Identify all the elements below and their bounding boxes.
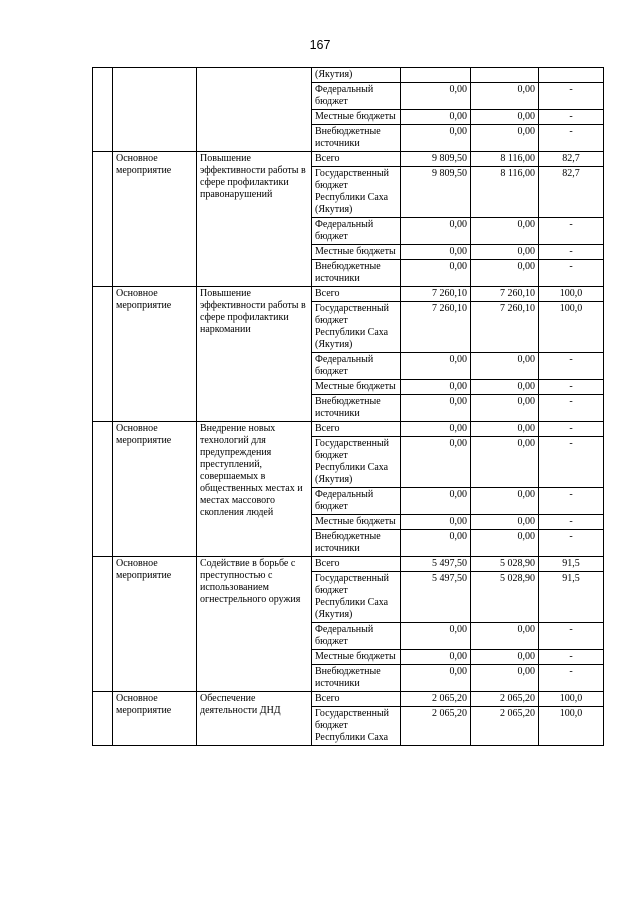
funding-source-cell: Всего [312,287,401,302]
actual-amount-cell: 0,00 [471,650,539,665]
funding-source-cell: Внебюджетные источники [312,530,401,557]
actual-amount-cell: 2 065,20 [471,707,539,746]
actual-amount-cell: 0,00 [471,422,539,437]
planned-amount-cell: 9 809,50 [401,152,471,167]
actual-amount-cell: 0,00 [471,488,539,515]
execution-percent-cell [539,68,604,83]
execution-percent-cell: 82,7 [539,167,604,218]
page-number: 167 [309,38,331,52]
execution-percent-cell: - [539,125,604,152]
actual-amount-cell: 0,00 [471,353,539,380]
funding-source-cell: Государственный бюджет Республики Саха (Якутия) [312,572,401,623]
measure-type-cell: Основное мероприятие [113,422,197,557]
number-cell [93,152,113,287]
execution-percent-cell: - [539,515,604,530]
actual-amount-cell: 0,00 [471,395,539,422]
execution-percent-cell: - [539,110,604,125]
measure-type-cell: Основное мероприятие [113,692,197,746]
actual-amount-cell: 0,00 [471,125,539,152]
measure-name-cell [197,68,312,152]
planned-amount-cell: 0,00 [401,623,471,650]
actual-amount-cell: 8 116,00 [471,167,539,218]
actual-amount-cell: 0,00 [471,260,539,287]
funding-source-cell: Федеральный бюджет [312,623,401,650]
execution-percent-cell: - [539,380,604,395]
execution-percent-cell: 100,0 [539,692,604,707]
funding-source-cell: Внебюджетные источники [312,395,401,422]
actual-amount-cell: 0,00 [471,110,539,125]
execution-percent-cell: 100,0 [539,707,604,746]
funding-source-cell: Государственный бюджет Республики Саха (Якутия) [312,302,401,353]
execution-percent-cell: 91,5 [539,572,604,623]
actual-amount-cell: 0,00 [471,665,539,692]
planned-amount-cell: 0,00 [401,83,471,110]
funding-source-cell: Всего [312,152,401,167]
funding-source-cell: Всего [312,692,401,707]
execution-percent-cell: 100,0 [539,287,604,302]
table-row [93,68,604,83]
funding-source-cell: (Якутия) [312,68,401,83]
measure-type-cell: Основное мероприятие [113,287,197,422]
measure-type-cell [113,68,197,152]
funding-source-cell: Местные бюджеты [312,110,401,125]
table-row [93,557,604,572]
measure-name-cell: Содействие в борьбе с преступностью с использованием огнестрельного оружия [197,557,312,692]
planned-amount-cell: 0,00 [401,395,471,422]
measure-name-cell: Повышение эффективности работы в сфере профилактики наркомании [197,287,312,422]
actual-amount-cell: 0,00 [471,623,539,650]
planned-amount-cell: 0,00 [401,110,471,125]
planned-amount-cell: 2 065,20 [401,692,471,707]
planned-amount-cell: 0,00 [401,218,471,245]
budget-table-body [93,68,604,746]
planned-amount-cell: 0,00 [401,260,471,287]
funding-source-cell: Местные бюджеты [312,515,401,530]
execution-percent-cell: - [539,245,604,260]
funding-source-cell: Государственный бюджет Республики Саха [312,707,401,746]
table-row [93,152,604,167]
funding-source-cell: Государственный бюджет Республики Саха (Якутия) [312,167,401,218]
measure-type-cell: Основное мероприятие [113,557,197,692]
execution-percent-cell: - [539,395,604,422]
number-cell [93,557,113,692]
number-cell [93,68,113,152]
budget-table [92,67,604,746]
funding-source-cell: Федеральный бюджет [312,353,401,380]
number-cell [93,422,113,557]
actual-amount-cell: 7 260,10 [471,302,539,353]
funding-source-cell: Внебюджетные источники [312,125,401,152]
table-row [93,287,604,302]
planned-amount-cell [401,68,471,83]
execution-percent-cell: - [539,623,604,650]
actual-amount-cell: 0,00 [471,245,539,260]
funding-source-cell: Внебюджетные источники [312,665,401,692]
execution-percent-cell: 82,7 [539,152,604,167]
table-row [93,422,604,437]
planned-amount-cell: 0,00 [401,380,471,395]
planned-amount-cell: 0,00 [401,530,471,557]
funding-source-cell: Местные бюджеты [312,380,401,395]
planned-amount-cell: 0,00 [401,650,471,665]
planned-amount-cell: 0,00 [401,488,471,515]
funding-source-cell: Местные бюджеты [312,245,401,260]
planned-amount-cell: 0,00 [401,125,471,152]
measure-type-cell: Основное мероприятие [113,152,197,287]
funding-source-cell: Местные бюджеты [312,650,401,665]
measure-name-cell: Внедрение новых технологий для предупреждения преступлений, совершаемых в общественных местах и местах массового скопления людей [197,422,312,557]
actual-amount-cell: 2 065,20 [471,692,539,707]
actual-amount-cell: 0,00 [471,380,539,395]
execution-percent-cell: - [539,422,604,437]
planned-amount-cell: 0,00 [401,353,471,380]
execution-percent-cell: - [539,488,604,515]
planned-amount-cell: 7 260,10 [401,287,471,302]
execution-percent-cell: - [539,83,604,110]
actual-amount-cell: 0,00 [471,83,539,110]
actual-amount-cell: 0,00 [471,530,539,557]
funding-source-cell: Всего [312,557,401,572]
table-row [93,692,604,707]
funding-source-cell: Внебюджетные источники [312,260,401,287]
execution-percent-cell: 100,0 [539,302,604,353]
execution-percent-cell: - [539,218,604,245]
execution-percent-cell: - [539,650,604,665]
funding-source-cell: Государственный бюджет Республики Саха (Якутия) [312,437,401,488]
planned-amount-cell: 5 497,50 [401,557,471,572]
actual-amount-cell: 5 028,90 [471,557,539,572]
funding-source-cell: Федеральный бюджет [312,218,401,245]
execution-percent-cell: - [539,665,604,692]
planned-amount-cell: 9 809,50 [401,167,471,218]
funding-source-cell: Всего [312,422,401,437]
actual-amount-cell: 8 116,00 [471,152,539,167]
number-cell [93,287,113,422]
actual-amount-cell: 5 028,90 [471,572,539,623]
actual-amount-cell: 7 260,10 [471,287,539,302]
actual-amount-cell: 0,00 [471,218,539,245]
execution-percent-cell: - [539,437,604,488]
actual-amount-cell: 0,00 [471,515,539,530]
planned-amount-cell: 0,00 [401,245,471,260]
execution-percent-cell: 91,5 [539,557,604,572]
funding-source-cell: Федеральный бюджет [312,83,401,110]
actual-amount-cell [471,68,539,83]
measure-name-cell: Обеспечение деятельности ДНД [197,692,312,746]
funding-source-cell: Федеральный бюджет [312,488,401,515]
execution-percent-cell: - [539,353,604,380]
actual-amount-cell: 0,00 [471,437,539,488]
execution-percent-cell: - [539,260,604,287]
measure-name-cell: Повышение эффективности работы в сфере профилактики правонарушений [197,152,312,287]
planned-amount-cell: 0,00 [401,437,471,488]
planned-amount-cell: 0,00 [401,515,471,530]
planned-amount-cell: 0,00 [401,665,471,692]
planned-amount-cell: 0,00 [401,422,471,437]
planned-amount-cell: 2 065,20 [401,707,471,746]
planned-amount-cell: 7 260,10 [401,302,471,353]
execution-percent-cell: - [539,530,604,557]
number-cell [93,692,113,746]
planned-amount-cell: 5 497,50 [401,572,471,623]
